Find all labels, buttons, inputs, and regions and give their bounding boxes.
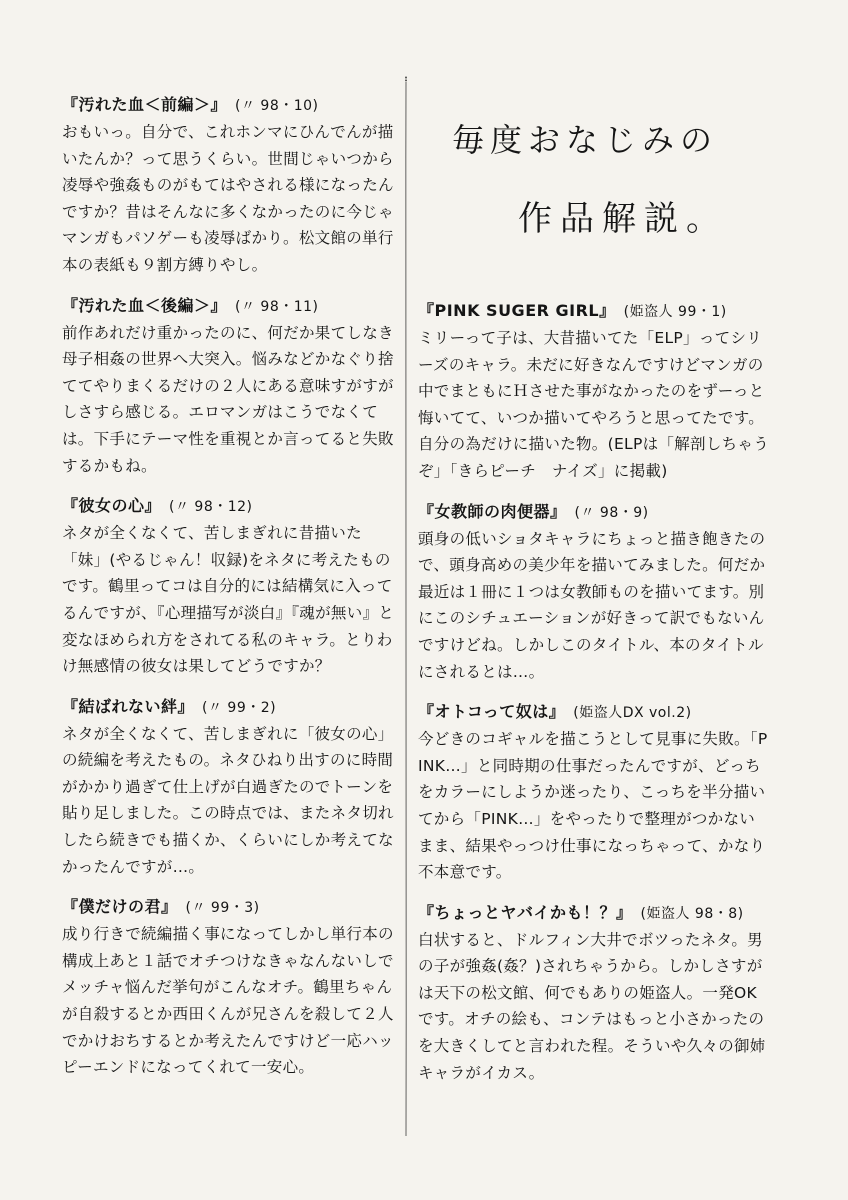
entry-body: 今どきのコギャルを描こうとして見事に失敗。「PINK…」と同時期の仕事だったんですが、どっちをカラーにしようか迷ったり、こっちを半分描いてから「PINK…」をやったりで整理がつかないまま、結果やっつけ仕事になっちゃって、かなり不本意です。 [418, 730, 768, 882]
entry-ref: (〃 99・3) [185, 900, 260, 917]
heading-line1: 毎度おなじみの [452, 121, 719, 159]
entry-title: 『ちょっとヤバイかも！？』 (姫盗人 98・8) [418, 902, 744, 922]
entry-body: ネタが全くなくて、苦しまぎれに昔描いた「妹」(やるじゃん！収録)をネタに考えたものです。鶴里ってコは自分的には結構気に入ってるんですが、『心理描写が淡白』『魂が無い』と変なほめられ方をされてる私のキャラ。とりわけ無感情の彼女は果してどうですか？ [62, 524, 395, 676]
right-column [418, 298, 770, 1100]
entry-kegareta-chi-zenpen [62, 92, 398, 279]
entry-body: ネタが全くなくて、苦しまぎれに「彼女の心」の続編を考えたもの。ネタひねり出すのに時間がかかり過ぎて仕上げが白過ぎたのでトーンを貼り足しました。この時点では、またネタ切れしたら続きでも描くか、くらいにしか考えてなかったんですが…。 [62, 724, 394, 876]
entry-pink-suger-girl [418, 298, 770, 485]
heading [440, 118, 770, 242]
entry-ref: (〃 98・12) [169, 499, 253, 516]
heading-line2: 作品解説。 [518, 199, 728, 239]
entry-ref: (〃 98・10) [235, 98, 319, 114]
entry-title: 『女教師の肉便器』 (〃 98・9) [418, 501, 649, 521]
entry-ref: (〃 98・9) [574, 504, 649, 521]
entry-body: 前作あれだけ重かったのに、何だか果てしなき母子相姦の世界へ大突入。悩みなどかなぐり捨ててやりまくるだけの２人にある意味すがすがしさすら感じる。エロマンガはこうでなくては。下手にテーマ性を重視とか言ってると失敗するかもね。 [62, 323, 394, 475]
entry-body: ミリーって子は、大昔描いてた「ELP」ってシリーズのキャラ。未だに好きなんですけどマンガの中でまともにＨさせた事がなかったのをずーっと悔いてて、いつか描いてやろうと思ってたです。自分の為だけに描いた物。(ELPは「解剖しちゃうぞ」「きらピーチ ナイズ」に掲載) [418, 329, 770, 480]
entry-body: 白状すると、ドルフィン大井でボツったネタ。男の子が強姦(姦？)されちゃうから。しかしさすがは天下の松文館、何でもありの姫盗人。一発OKです。オチの絵も、コンテはもっと小さかったのを大きくしてと言われた程。そういや久々の御姉キャラがイカス。 [418, 930, 766, 1082]
entry-kanojo-no-kokoro [62, 493, 398, 680]
entry-kegareta-chi-kouhen [62, 293, 398, 480]
entry-boku-dake-no-kimi [62, 894, 398, 1081]
entry-title: 『オトコって奴は』 (姫盗人DX vol.2) [418, 702, 692, 722]
entry-title: 『汚れた血＜前編＞』 (〃 98・10) [62, 95, 319, 114]
entry-ref: (姫盗人 98・8) [640, 905, 744, 922]
entry-onna-kyoushi [418, 499, 770, 686]
entry-body: 頭身の低いショタキャラにちょっと描き飽きたので、頭身高めの美少年を描いてみました。何だか最近は１冊に１つは女教師ものを描いてます。別にこのシチュエーションが好きって訳でもないんですけどね。しかしこのタイトル、本のタイトルにされるとは…。 [418, 529, 766, 681]
entry-ref: (姫盗人DX vol.2) [573, 705, 692, 722]
entry-body: 成り行きで続編描く事になってしかし単行本の構成上あと１話でオチつけなきゃなんないしでメッチャ悩んだ挙句がこんなオチ。鶴里ちゃんが自殺するとか西田くんが兄さんを殺して２人でかけおちするとか考えたんですけど一応ハッピーエンドになってくれて一安心。 [62, 925, 394, 1077]
entry-body: おもいっ。自分で、これホンマにひんでんが描いたんか？って思うくらい。世間じゃいつから凌辱や強姦ものがもてはやされる様になったんですか？昔はそんなに多くなかったのに今じゃマンガもパソゲーも凌辱ばかり。松文館の単行本の表紙も９割方縛りやし。 [62, 123, 394, 274]
entry-title: 『結ばれない絆』 (〃 99・2) [62, 696, 277, 716]
entry-otoko-tte-yatsu-wa [418, 699, 770, 886]
entry-musubarenai-kizuna [62, 694, 398, 881]
entry-title: 『PINK SUGER GIRL』 (姫盗人 99・1) [418, 301, 727, 320]
column-divider [405, 76, 407, 1140]
entry-ref: (姫盗人 99・1) [623, 304, 727, 320]
left-column [62, 92, 398, 1095]
entry-ref: (〃 98・11) [235, 298, 319, 315]
entry-chotto-yabai-kamo [418, 900, 770, 1087]
entry-title: 『彼女の心』 (〃 98・12) [62, 496, 253, 516]
entry-ref: (〃 99・2) [202, 699, 277, 716]
entry-title: 『僕だけの君』 (〃 99・3) [62, 897, 260, 917]
entry-title: 『汚れた血＜後編＞』 (〃 98・11) [62, 295, 319, 315]
